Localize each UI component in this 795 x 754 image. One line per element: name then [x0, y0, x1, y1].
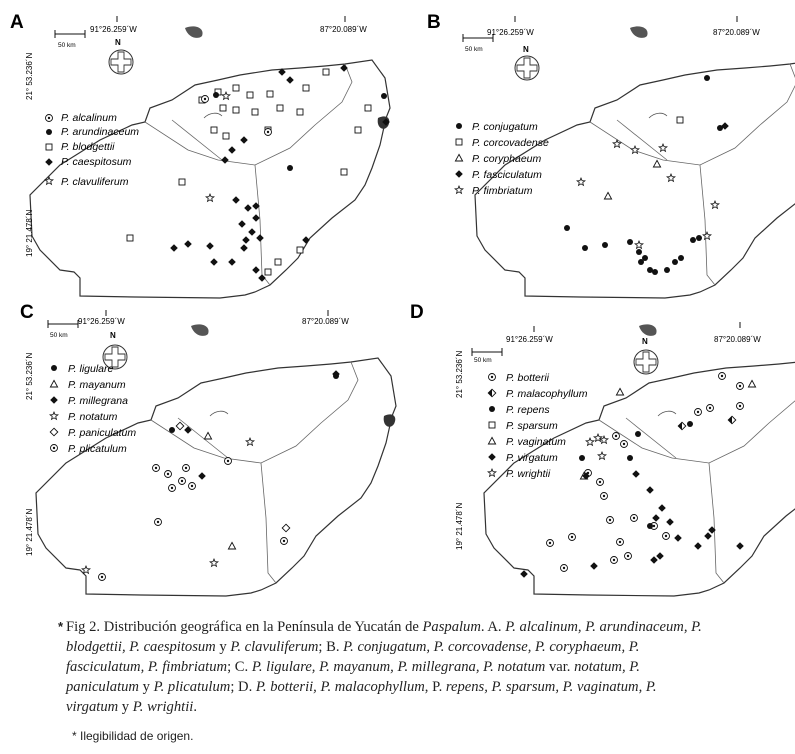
north-label: N — [110, 331, 116, 340]
caption-mark: * — [58, 619, 64, 634]
panel-letter: C — [20, 302, 34, 323]
legend-symbol-dot — [46, 129, 52, 135]
legend-label: P. notatum — [68, 411, 118, 423]
scale-label: 50 km — [474, 357, 492, 364]
legend-label: P. paniculatum — [68, 427, 137, 439]
legend-label: P. plicatulum — [68, 443, 127, 455]
caption-text: y — [215, 639, 231, 655]
caption-text: y — [118, 699, 133, 715]
legend-label: P. caespitosum — [61, 156, 132, 168]
legend-label: P. clavuliferum — [61, 176, 129, 188]
legend-symbol-star — [455, 186, 463, 193]
caption-italic: P. alcalinum, P. arundinaceum, P. blodgettii, P. caespitosum — [66, 619, 702, 655]
legend-label: P. millegrana — [68, 395, 128, 407]
legend-symbol-square — [489, 422, 495, 428]
legend-label: P. repens — [506, 404, 550, 416]
scale-bar — [55, 30, 85, 49]
caption-italic: P. ligulare, P. mayanum, P. millegrana, P. notatum — [251, 659, 546, 675]
legend-symbol-star — [50, 412, 58, 419]
caption-text: y — [138, 679, 154, 695]
map-panel-c — [20, 302, 396, 596]
legend-symbol-triangle — [488, 437, 495, 444]
lon-left-label: 91°26.259´W — [90, 25, 137, 34]
panel-letter: A — [10, 12, 24, 33]
caption-text: . A. — [480, 619, 506, 635]
caption-italic: P. conjugatum, P. corcovadense, P. coryphaeum, P. fasciculatum, P. fimbriatum — [66, 639, 640, 675]
legend-symbol-dot — [51, 365, 57, 371]
legend-symbol-halfdiamond — [488, 389, 496, 397]
map-panel-a — [10, 12, 390, 298]
legend-label: P. vaginatum — [506, 436, 566, 448]
scale-label: 50 km — [50, 332, 68, 339]
legend-label: P. wrightii — [506, 468, 551, 480]
caption-italic: repens, P. sparsum, P. vaginatum, P. virgatum — [66, 679, 657, 715]
north-label: N — [523, 45, 529, 54]
legend-label: P. virgatum — [506, 452, 558, 464]
panel-letter: D — [410, 302, 424, 323]
legend-symbol-dot — [456, 123, 462, 129]
caption-italic: P. clavuliferum — [230, 639, 319, 655]
legend-label: P. sparsum — [506, 420, 558, 432]
footnote: * Ilegibilidad de origen. — [72, 729, 194, 743]
caption-text: var. — [545, 659, 575, 675]
legend-symbol-square — [46, 144, 52, 150]
legend-label: P. conjugatum — [472, 121, 538, 133]
legend-label: P. botterii — [506, 372, 549, 384]
north-label: N — [115, 38, 121, 47]
legend-symbol-diamondopen — [50, 428, 58, 436]
caption-text: ; B. — [318, 639, 344, 655]
legend-label: P. coryphaeum — [472, 153, 542, 165]
caption-italic: P. plicatulum — [153, 679, 231, 695]
legend-symbol-dotcircle — [46, 115, 53, 122]
panel-letter: B — [427, 12, 441, 33]
caption-italic: P. wrightii — [132, 699, 194, 715]
lat-bottom-label: 19° 21.478´N — [25, 209, 34, 257]
lon-left-label: 91°26.259´W — [506, 335, 553, 344]
scale-label: 50 km — [58, 42, 76, 49]
lon-left-label: 91°26.259´W — [78, 317, 125, 326]
lat-top-label: 21° 53.236´N — [25, 352, 34, 400]
lat-top-label: 21° 53.236´N — [455, 350, 464, 398]
legend-label: P. arundinaceum — [61, 126, 140, 138]
legend-label: P. fasciculatum — [472, 169, 542, 181]
lon-right-label: 87°20.089´W — [713, 28, 760, 37]
legend-symbol-dotcircle — [489, 374, 496, 381]
legend-symbol-diamond — [455, 170, 463, 178]
map-panel-d — [410, 302, 795, 596]
legend-label: P. corcovadense — [472, 137, 549, 149]
legend-label: P. blodgettii — [61, 141, 115, 153]
north-label: N — [642, 337, 648, 346]
scale-label: 50 km — [465, 46, 483, 53]
legend-label: P. ligulare — [68, 363, 114, 375]
scale-bar — [472, 348, 502, 364]
map-panel-b — [427, 12, 795, 298]
legend-symbol-diamond — [50, 396, 58, 404]
compass-icon — [634, 350, 658, 374]
legend-symbol-dotcircle — [51, 445, 58, 452]
legend-symbol-square — [456, 139, 462, 145]
legend-symbol-diamond — [488, 453, 496, 461]
legend-label: P. fimbriatum — [472, 185, 533, 197]
caption-text: ; C. — [227, 659, 252, 675]
caption-italic: notatum, P. paniculatum — [66, 659, 640, 695]
caption-text: ; D. — [230, 679, 256, 695]
scale-bar — [48, 320, 78, 339]
lon-right-label: 87°20.089´W — [320, 25, 367, 34]
lon-right-label: 87°20.089´W — [714, 335, 761, 344]
caption-text: , P. — [424, 679, 446, 695]
legend-symbol-dot — [489, 406, 495, 412]
legend-label: P. alcalinum — [61, 112, 117, 124]
caption-text: Fig 2. Distribución geográfica en la Península de Yucatán de — [66, 619, 423, 635]
legend-label: P. malacophyllum — [506, 388, 588, 400]
compass-icon — [515, 56, 539, 80]
compass-icon — [109, 50, 133, 74]
figure-caption — [58, 617, 706, 717]
legend-symbol-diamond — [45, 158, 53, 166]
caption-italic: P. botterii, P. malacophyllum — [255, 679, 425, 695]
legend-symbol-triangle — [455, 154, 462, 161]
caption-italic: Paspalum — [422, 619, 481, 635]
lon-left-label: 91°26.259´W — [487, 28, 534, 37]
legend-symbol-triangle — [50, 380, 57, 387]
caption-text: . — [193, 699, 197, 715]
lat-bottom-label: 19° 21.478´N — [25, 508, 34, 556]
legend-label: P. mayanum — [68, 379, 126, 391]
lat-top-label: 21° 53.236´N — [25, 52, 34, 100]
lat-bottom-label: 19° 21.478´N — [455, 502, 464, 550]
legend-symbol-star — [488, 469, 496, 476]
lon-right-label: 87°20.089´W — [302, 317, 349, 326]
